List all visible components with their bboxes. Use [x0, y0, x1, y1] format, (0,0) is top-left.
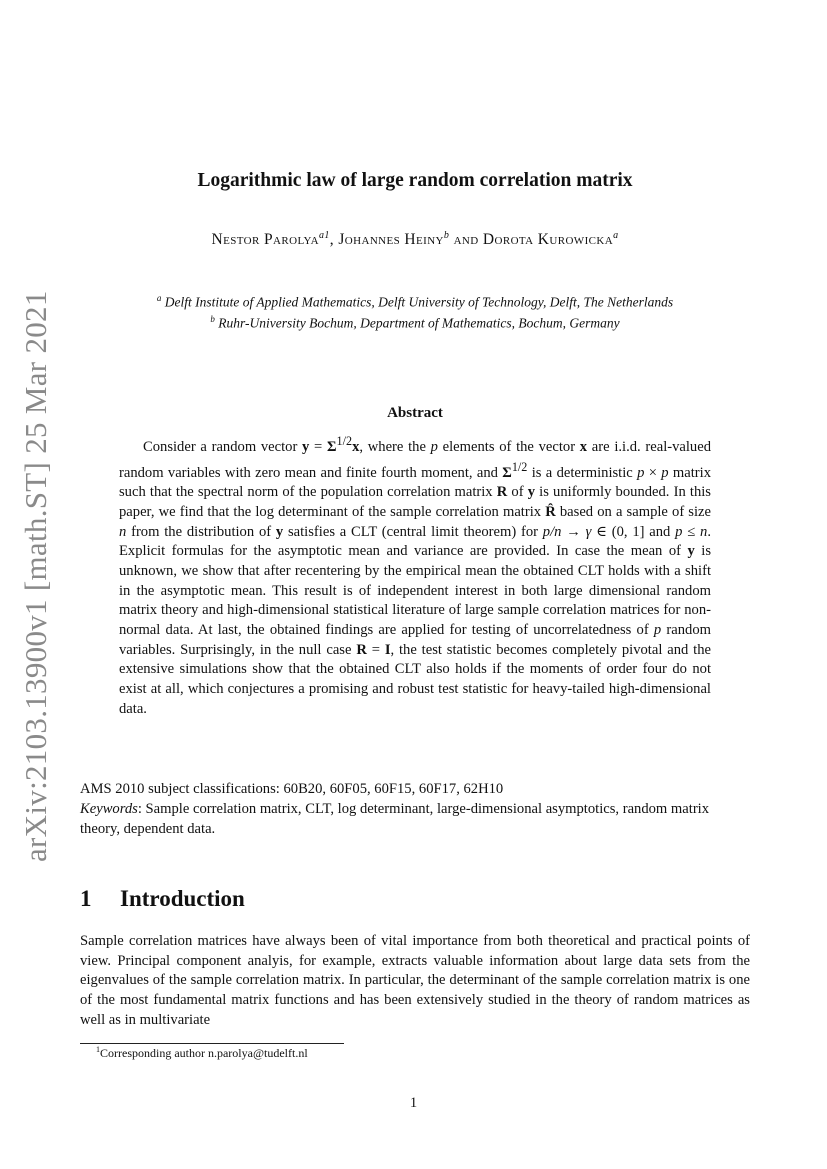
math-exponent: 1/2 [511, 459, 528, 474]
abstract-heading: Abstract [387, 405, 443, 421]
affiliation-a [80, 293, 750, 311]
author-marker: b [443, 230, 450, 241]
math-operator: ∈ (0, 1] and [591, 523, 676, 540]
ams-classification: AMS 2010 subject classifications: 60B20, 60F05, 60F15, 60F17, 62H10 [80, 781, 504, 797]
author-separator: , [329, 231, 339, 249]
author-list [80, 230, 750, 249]
affiliation-marker: a [156, 293, 162, 303]
abstract-text: of [507, 484, 528, 501]
math-vector: y [527, 484, 536, 501]
footnote-marker: 1 [96, 1045, 100, 1054]
math-operator: × [644, 464, 662, 481]
abstract-text: based on a sample of size [555, 503, 711, 520]
author-name: Dorota Kurowicka [482, 231, 614, 249]
math-operator: ≤ [682, 523, 701, 540]
abstract-text: = [309, 438, 327, 455]
math-vector: x [579, 438, 588, 455]
author-name: Johannes Heiny [338, 231, 444, 249]
math-matrix: R [496, 484, 508, 501]
math-vector: x [352, 438, 360, 455]
affiliation-text: Delft Institute of Applied Mathematics, Delft University of Technology, Delft, The Netherlands [164, 294, 674, 310]
abstract-paragraph [119, 432, 711, 720]
abstract-text: , the test statistic becomes completely pivotal and the extensive simulations show that the obtained CLT also holds if the moments of order four do not exist at all, which conjectures a promising and robust test statistic for heavy-tailed high-dimensional data. [119, 641, 711, 717]
author-name: Nestor Parolya [211, 231, 319, 249]
abstract-text: Consider a random vector [143, 438, 303, 455]
math-operator: → [561, 523, 586, 540]
abstract-text: is uniformly bounded. In this paper, we find that the log determinant of the sample correlation matrix [119, 484, 711, 520]
section-heading [80, 886, 245, 912]
abstract-text: from the distribution of [126, 523, 276, 540]
paper-title: Logarithmic law of large random correlation matrix [197, 170, 633, 191]
math-matrix: Σ [327, 438, 337, 455]
section-number: 1 [80, 886, 92, 911]
keywords-label: Keywords [80, 801, 138, 817]
math-operator: = [366, 641, 385, 658]
keywords-text: : Sample correlation matrix, CLT, log determinant, large-dimensional asymptotics, random matrix theory, dependent data. [80, 801, 710, 837]
math-matrix: I [384, 641, 391, 658]
math-variable: p [661, 464, 669, 481]
footnote-text: Corresponding author n.parolya@tudelft.nl [100, 1046, 308, 1060]
abstract-text: elements of the vector [437, 438, 580, 455]
math-variable: p [430, 438, 438, 455]
affiliation-marker: b [210, 314, 215, 324]
abstract-text: , where the [359, 438, 431, 455]
abstract-text: is unknown, we show that after recentering by the empirical mean the obtained CLT holds with a shift in the asymptotic mean. This result is of independent interest in both large dimensional random matrix theory and high-dimensional statistical literature of large sample correlation matrices for non-normal data. At last, the obtained findings are applied for testing of uncorrelatedness of [119, 543, 711, 639]
abstract-body [119, 432, 711, 720]
affiliation-b [80, 314, 750, 332]
page-number: 1 [409, 1095, 418, 1111]
math-variable: p [675, 523, 683, 540]
abstract-text: matrix such that the spectral norm of the population correlation matrix [119, 464, 712, 501]
author-marker: a [613, 230, 619, 241]
affiliation-text: Ruhr-University Bochum, Department of Mathematics, Bochum, Germany [218, 315, 620, 331]
abstract-text: random variables. Surprisingly, in the null case [119, 622, 712, 658]
math-exponent: 1/2 [336, 434, 353, 448]
author-marker: a1 [318, 230, 330, 241]
footnote [96, 1045, 308, 1061]
footnote-divider [80, 1043, 344, 1044]
abstract-text: is a deterministic [527, 464, 638, 481]
math-variable: p/n [542, 523, 562, 540]
section-title: Introduction [120, 886, 245, 911]
math-variable: γ [585, 523, 592, 540]
abstract-text: . Explicit formulas for the asymptotic mean and variance are provided. In case the mean of [119, 523, 711, 560]
math-variable: p [637, 464, 645, 481]
math-matrix: R̂ [545, 503, 556, 520]
abstract-text: are i.i.d. real-valued random variables with zero mean and finite fourth moment, and [119, 438, 712, 481]
math-matrix: R [356, 641, 367, 658]
paper-metadata [80, 779, 750, 839]
author-separator: and [449, 231, 483, 249]
intro-paragraph: Sample correlation matrices have always been of vital importance from both theoretical and practical points of view. Principal component analyis, for example, extracts valuable information about large data sets from the eigenvalues of the sample correlation matrix. In particular, the determinant of the sample correlation matrix is one of the most fundamental matrix functions and has been extensively studied in the theory of random matrices as well as in multivariate [80, 933, 750, 1028]
math-matrix: Σ [502, 464, 512, 481]
math-vector: y [275, 523, 284, 540]
math-vector: y [302, 438, 310, 455]
math-variable: n [700, 523, 708, 540]
arxiv-stamp: arXiv:2103.13900v1 [math.ST] 25 Mar 2021 [18, 290, 53, 862]
math-vector: y [687, 543, 695, 560]
abstract-text: satisfies a CLT (central limit theorem) for [283, 523, 543, 540]
math-variable: n [119, 523, 127, 540]
introduction-body [80, 932, 750, 1031]
keywords [80, 799, 750, 839]
math-variable: p [653, 622, 662, 639]
